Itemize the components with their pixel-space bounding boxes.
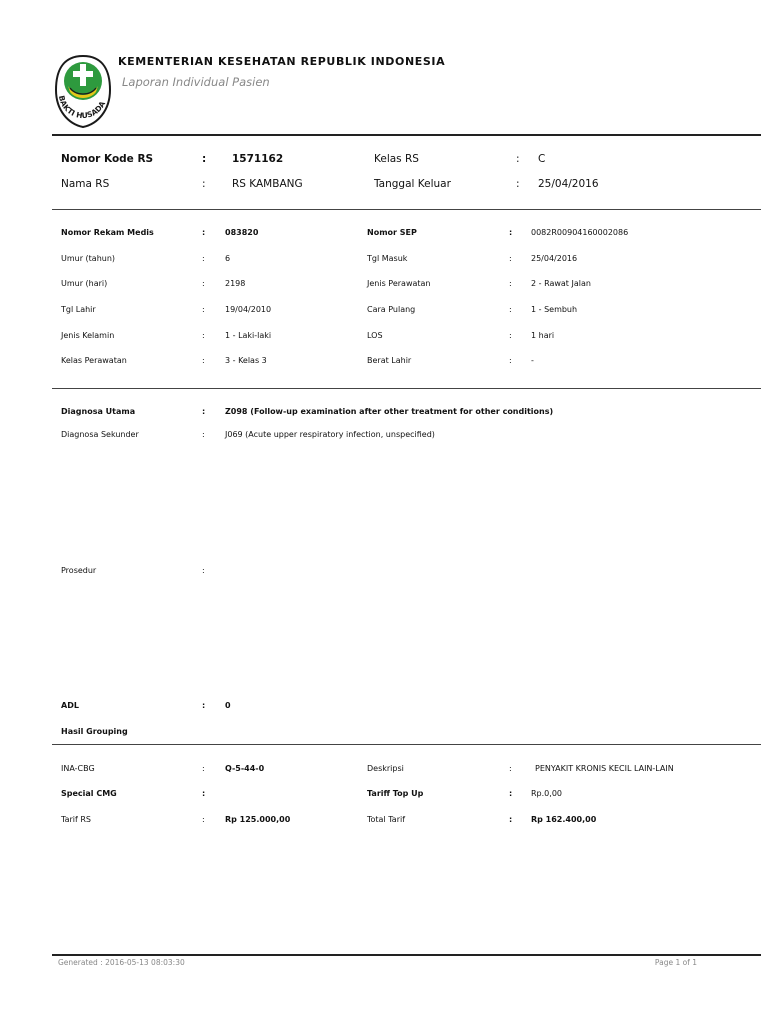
- jenis-perawatan-value: 2 - Rawat Jalan: [531, 279, 591, 288]
- rekam-medis-label: Nomor Rekam Medis: [61, 228, 154, 237]
- kode-rs-label: Nomor Kode RS: [61, 153, 154, 165]
- diagnosa-utama-value: Z098 (Follow-up examination after other treatment for other conditions): [225, 407, 554, 416]
- ministry-title: KEMENTERIAN KESEHATAN REPUBLIK INDONESIA: [118, 55, 446, 68]
- svg-text:BAKTI HUSADA: BAKTI HUSADA: [56, 94, 108, 121]
- jenis-kelamin-value: 1 - Laki-laki: [225, 331, 272, 340]
- colon: :: [202, 178, 206, 190]
- colon: :: [202, 566, 205, 575]
- divider: [52, 134, 761, 136]
- tgl-lahir-value: 19/04/2010: [225, 305, 272, 314]
- colon: :: [202, 305, 205, 314]
- colon: :: [509, 228, 513, 237]
- colon: :: [202, 254, 205, 263]
- total-tarif-value: Rp 162.400,00: [531, 815, 597, 824]
- kelas-rs-label: Kelas RS: [374, 153, 419, 165]
- cara-pulang-label: Cara Pulang: [367, 305, 416, 314]
- nama-rs-value: RS KAMBANG: [232, 178, 303, 190]
- diagnosa-sekunder-label: Diagnosa Sekunder: [61, 430, 139, 439]
- colon: :: [202, 701, 206, 710]
- footer-divider: [52, 954, 761, 956]
- colon: :: [202, 789, 206, 798]
- colon: :: [202, 331, 205, 340]
- colon: :: [202, 815, 205, 824]
- colon: :: [509, 789, 513, 798]
- divider: [52, 388, 761, 389]
- colon: :: [509, 254, 512, 263]
- los-value: 1 hari: [531, 331, 555, 340]
- tgl-masuk-label: Tgl Masuk: [367, 254, 408, 263]
- diagnosa-utama-label: Diagnosa Utama: [61, 407, 136, 416]
- colon: :: [202, 153, 207, 165]
- kelas-perawatan-label: Kelas Perawatan: [61, 356, 127, 365]
- tariff-top-up-label: Tariff Top Up: [367, 789, 424, 798]
- umur-hari-label: Umur (hari): [61, 279, 108, 288]
- tanggal-keluar-label: Tanggal Keluar: [374, 178, 451, 190]
- umur-hari-value: 2198: [225, 279, 246, 288]
- nomor-sep-label: Nomor SEP: [367, 228, 417, 237]
- diagnosa-sekunder-value: J069 (Acute upper respiratory infection, unspecified): [225, 430, 435, 439]
- divider: [52, 744, 761, 745]
- colon: :: [202, 407, 206, 416]
- colon: :: [516, 153, 520, 165]
- berat-lahir-value: -: [531, 356, 534, 365]
- special-cmg-label: Special CMG: [61, 789, 117, 798]
- cara-pulang-value: 1 - Sembuh: [531, 305, 578, 314]
- kelas-perawatan-value: 3 - Kelas 3: [225, 356, 267, 365]
- tariff-top-up-value: Rp.0,00: [531, 789, 562, 798]
- colon: :: [509, 305, 512, 314]
- tarif-rs-value: Rp 125.000,00: [225, 815, 291, 824]
- los-label: LOS: [367, 331, 383, 340]
- adl-value: 0: [225, 701, 231, 710]
- colon: :: [202, 764, 205, 773]
- jenis-kelamin-label: Jenis Kelamin: [61, 331, 115, 340]
- report-subtitle: Laporan Individual Pasien: [122, 75, 270, 89]
- deskripsi-value: PENYAKIT KRONIS KECIL LAIN-LAIN: [535, 764, 674, 773]
- divider: [52, 209, 761, 210]
- colon: :: [509, 356, 512, 365]
- ina-cbg-label: INA-CBG: [61, 764, 95, 773]
- berat-lahir-label: Berat Lahir: [367, 356, 412, 365]
- nama-rs-label: Nama RS: [61, 178, 110, 190]
- colon: :: [509, 764, 512, 773]
- tanggal-keluar-value: 25/04/2016: [538, 178, 599, 190]
- colon: :: [509, 815, 513, 824]
- kode-rs-value: 1571162: [232, 153, 284, 165]
- page-number: Page 1 of 1: [654, 958, 697, 967]
- colon: :: [202, 228, 206, 237]
- ina-cbg-value: Q-5-44-0: [225, 764, 265, 773]
- tgl-lahir-label: Tgl Lahir: [61, 305, 96, 314]
- colon: :: [202, 279, 205, 288]
- colon: :: [516, 178, 520, 190]
- hasil-grouping-label: Hasil Grouping: [61, 727, 128, 736]
- generated-timestamp: Generated : 2016-05-13 08:03:30: [58, 958, 185, 967]
- prosedur-label: Prosedur: [61, 566, 97, 575]
- colon: :: [202, 430, 205, 439]
- tgl-masuk-value: 25/04/2016: [531, 254, 578, 263]
- kelas-rs-value: C: [538, 153, 546, 165]
- adl-label: ADL: [61, 701, 79, 710]
- tarif-rs-label: Tarif RS: [61, 815, 91, 824]
- jenis-perawatan-label: Jenis Perawatan: [367, 279, 431, 288]
- nomor-sep-value: 0082R00904160002086: [531, 228, 629, 237]
- colon: :: [509, 331, 512, 340]
- umur-tahun-value: 6: [225, 254, 231, 263]
- bakti-husada-logo-icon: [52, 50, 114, 130]
- total-tarif-label: Total Tarif: [367, 815, 406, 824]
- colon: :: [202, 356, 205, 365]
- rekam-medis-value: 083820: [225, 228, 259, 237]
- colon: :: [509, 279, 512, 288]
- deskripsi-label: Deskripsi: [367, 764, 404, 773]
- umur-tahun-label: Umur (tahun): [61, 254, 116, 263]
